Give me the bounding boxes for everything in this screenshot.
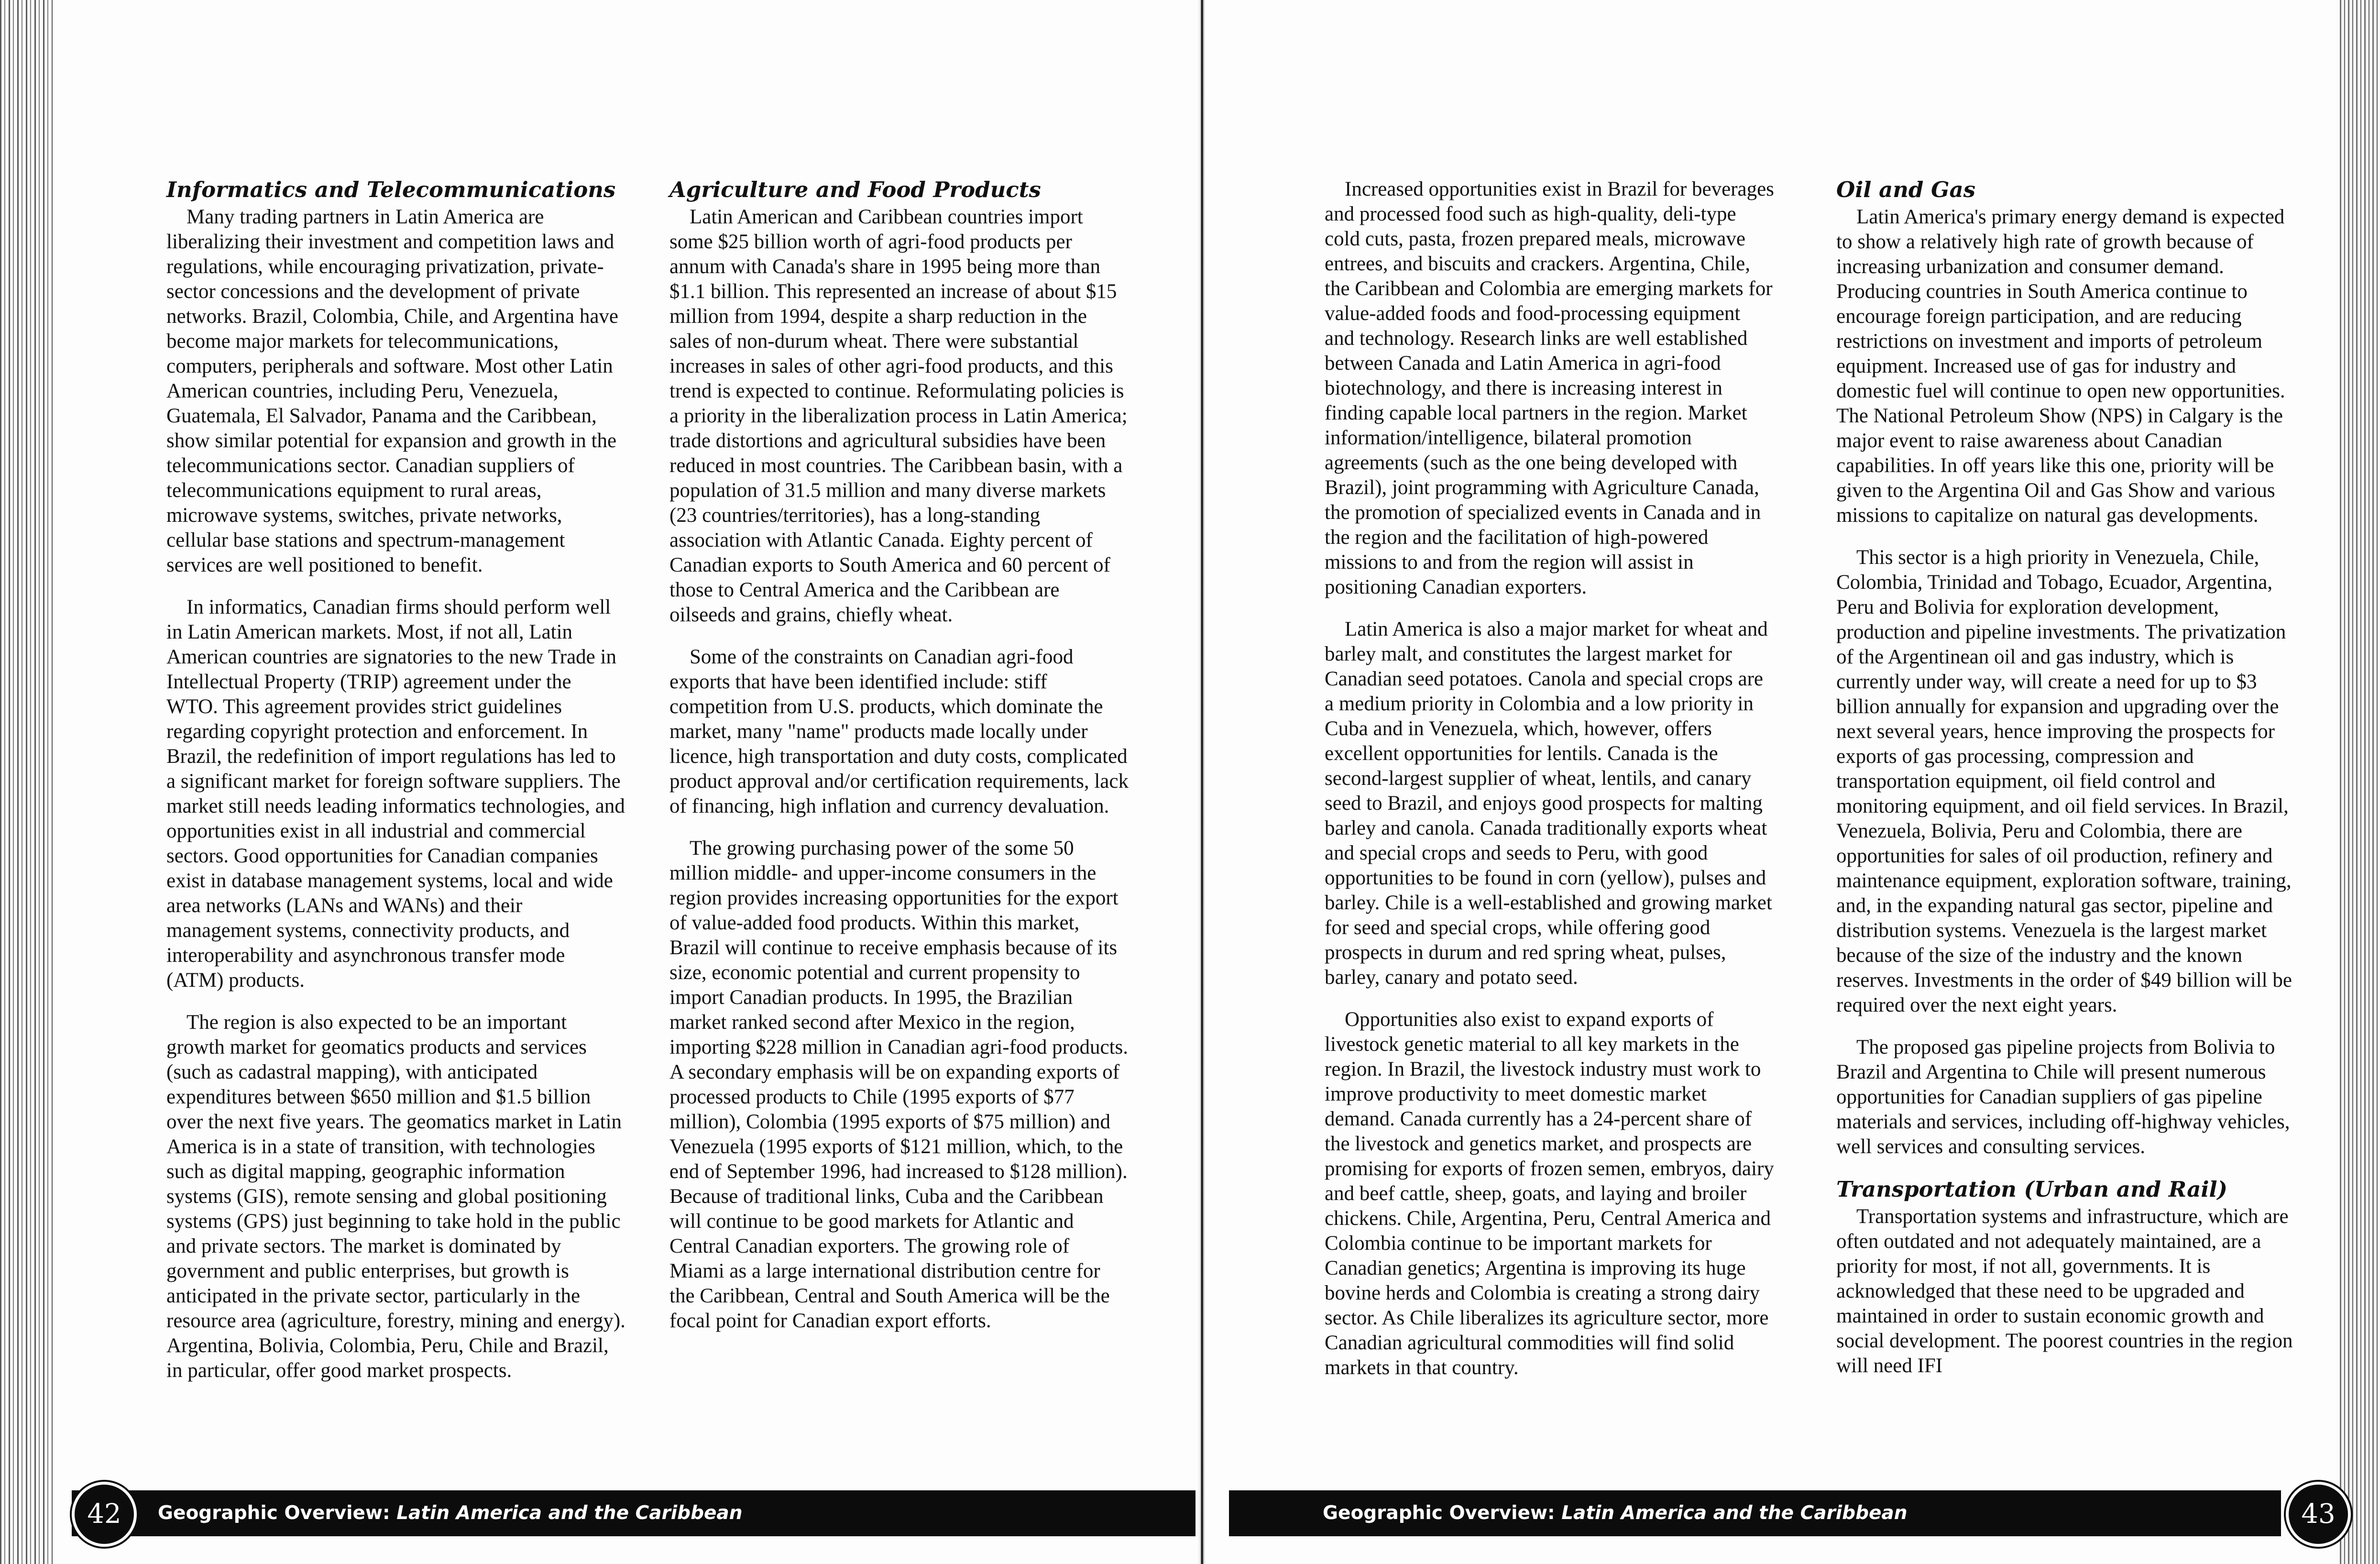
left-page-column-2 — [669, 177, 1129, 1351]
footer-section: Latin America and the Caribbean — [1561, 1502, 1908, 1524]
paragraph: The proposed gas pipeline projects from Bolivia to Brazil and Argentina to Chile will present numerous opportunities for Canadian suppliers of gas pipeline materials and services, including off-highway vehicles, well services and consulting services. — [1836, 1036, 2290, 1158]
footer-title — [158, 1490, 743, 1536]
right-page-column-2 — [1836, 177, 2300, 1396]
paragraph: This sector is a high priority in Venezuela, Chile, Colombia, Trinidad and Tobago, Ecuador, Argentina, Peru and Bolivia for exploration development, production and pipeline investments. The privatization of the Argentinean oil and gas industry, which is currently under way, will create a need for up to $3 billion annually for expansion and upgrading over the next several years, hence improving the prospects for exports of gas processing, compression and transportation equipment, oil field control and monitoring equipment, and oil field services. In Brazil, Venezuela, Bolivia, Peru and Colombia, there are opportunities for sales of oil production, refinery and maintenance equipment, exploration software, training, and, in the expanding natural gas sector, pipeline and distribution systems. Venezuela is the largest market because of the size of the industry and the known reserves. Investments in the order of $49 billion will be required over the next eight years. — [1836, 546, 2292, 1016]
section-heading-informatics: Informatics and Telecommunications — [166, 177, 616, 202]
footer-prefix: Geographic Overview: — [1323, 1502, 1562, 1524]
section-heading-agriculture: Agriculture and Food Products — [669, 177, 1041, 202]
footer-title — [1323, 1490, 1908, 1536]
right-page-column-1 — [1325, 177, 1774, 1398]
paragraph: In informatics, Canadian firms should perform well in Latin American markets. Most, if not all, Latin American countries are signatories to the new Trade in Intellectual Property (TRIP) agreement under the WTO. This agreement provides strict guidelines regarding copyright protection and enforcement. In Brazil, the redefinition of import regulations has led to a significant market for foreign software suppliers. The market still needs leading informatics technologies, and opportunities exist in all industrial and commercial sectors. Good opportunities for Canadian companies exist in database management systems, local and wide area networks (LANs and WANs) and their management systems, connectivity products, and interoperability and asynchronous transfer mode (ATM) products. — [166, 596, 625, 991]
right-page — [1205, 0, 2380, 1564]
page-footer-bar — [1229, 1490, 2281, 1536]
page-footer-bar — [72, 1490, 1195, 1536]
paragraph: Some of the constraints on Canadian agri-food exports that have been identified include: stiff competition from U.S. products, which dominate the market, many "name" products made locally under licence, high transportation and duty costs, complicated product approval and/or certification requirements, lack of financing, high inflation and currency devaluation. — [669, 646, 1129, 817]
page-edge-scan-artifact — [2337, 0, 2380, 1564]
paragraph: Opportunities also exist to expand exports of livestock genetic material to all key markets in the region. In Brazil, the livestock industry must work to improve productivity to meet domestic market demand. Canada currently has a 24-percent share of the livestock and genetics market, and prospects are promising for exports of frozen semen, embryos, dairy and beef cattle, sheep, goats, and laying and broiler chickens. Chile, Argentina, Peru, Central America and Colombia continue to be important markets for Canadian genetics; Argentina is improving its huge bovine herds and Colombia is creating a strong dairy sector. As Chile liberalizes its agriculture sector, more Canadian agricultural commodities will find solid markets in that country. — [1325, 1008, 1774, 1379]
section-heading-transportation: Transportation (Urban and Rail) — [1836, 1177, 2227, 1202]
page-edge-scan-artifact — [0, 0, 53, 1564]
footer-section: Latin America and the Caribbean — [396, 1502, 743, 1524]
paragraph: The growing purchasing power of the some 50 million middle- and upper-income consumers in the region provides increasing opportunities for the export of value-added food products. Within this market, Brazil will continue to receive emphasis because of its size, economic potential and current propensity to import Canadian products. In 1995, the Brazilian market ranked second after Mexico in the region, importing $228 million in Canadian agri-food products. A secondary emphasis will be on expanding exports of processed products to Chile (1995 exports of $77 million), Colombia (1995 exports of $75 million) and Venezuela (1995 exports of $121 million, which, to the end of September 1996, had increased to $128 million). Because of traditional links, Cuba and the Caribbean will continue to be good markets for Atlantic and Central Canadian exporters. The growing role of Miami as a large international distribution centre for the Caribbean, Central and South America will be the focal point for Canadian export efforts. — [669, 837, 1128, 1332]
footer-prefix: Geographic Overview: — [158, 1502, 397, 1524]
paragraph: Latin America is also a major market for wheat and barley malt, and constitutes the largest market for Canadian seed potatoes. Canola and special crops are a medium priority in Colombia and a low priority in Cuba and in Venezuela, which, however, offers excellent opportunities for lentils. Canada is the second-largest supplier of wheat, lentils, and canary seed to Brazil, and enjoys good prospects for malting barley and canola. Canada traditionally exports wheat and special crops and seeds to Peru, with good opportunities to be found in corn (yellow), pulses and barley. Chile is a well-established and growing market for seed and special crops, while offering good prospects in durum and red spring wheat, pulses, barley, canary and potato seed. — [1325, 618, 1772, 989]
page-number-badge: 42 — [72, 1482, 137, 1547]
page-number-badge: 43 — [2286, 1482, 2351, 1547]
paragraph: Latin America's primary energy demand is expected to show a relatively high rate of growth because of increasing urbanization and consumer demand. Producing countries in South America continue to encourage foreign participation, and are reducing restrictions on investment and imports of petroleum equipment. Increased use of gas for industry and domestic fuel will continue to open new opportunities. The National Petroleum Show (NPS) in Calgary is the major event to raise awareness about Canadian capabilities. In off years like this one, priority will be given to the Argentina Oil and Gas Show and various missions to capitalize on natural gas developments. — [1836, 206, 2285, 527]
paragraph: Latin American and Caribbean countries import some $25 billion worth of agri-food products per annum with Canada's share in 1995 being more than $1.1 billion. This represented an increase of about $15 million from 1994, despite a sharp reduction in the sales of non-durum wheat. There were substantial increases in sales of other agri-food products, and this trend is expected to continue. Reformulating policies is a priority in the liberalization process in Latin America; trade distortions and agricultural subsidies have been reduced in most countries. The Caribbean basin, with a population of 31.5 million and many diverse markets (23 countries/territories), has a long-standing association with Atlantic Canada. Eighty percent of Canadian exports to South America and 60 percent of those to Central America and the Caribbean are oilseeds and grains, chiefly wheat. — [669, 206, 1128, 626]
left-page-column-1 — [166, 177, 625, 1400]
paragraph: Increased opportunities exist in Brazil for beverages and processed food such as high-quality, deli-type cold cuts, pasta, frozen prepared meals, microwave entrees, and biscuits and crackers. Argentina, Chile, the Caribbean and Colombia are emerging markets for value-added foods and food-processing equipment and technology. Research links are well established between Canada and Latin America in agri-food biotechnology, and there is increasing interest in finding capable local partners in the region. Market information/intelligence, bilateral promotion agreements (such as the one being developed with Brazil), joint programming with Agriculture Canada, the promotion of specialized events in Canada and in the region and the facilitation of high-powered missions to and from the region will assist in positioning Canadian exporters. — [1325, 178, 1774, 598]
section-heading-oil-gas: Oil and Gas — [1836, 177, 1975, 202]
paragraph: The region is also expected to be an important growth market for geomatics products and services (such as cadastral mapping), with anticipated expenditures between $650 million and $1.5 billion over the next five years. The geomatics market in Latin America is in a state of transition, with technologies such as digital mapping, geographic information systems (GIS), remote sensing and global positioning systems (GPS) just beginning to take hold in the public and private sectors. The market is dominated by government and public enterprises, but growth is anticipated in the private sector, particularly in the resource area (agriculture, forestry, mining and energy). Argentina, Bolivia, Colombia, Peru, Chile and Brazil, in particular, offer good market prospects. — [166, 1011, 625, 1382]
paragraph: Many trading partners in Latin America are liberalizing their investment and competition laws and regulations, while encouraging privatization, private-sector concessions and the development of private networks. Brazil, Colombia, Chile, and Argentina have become major markets for telecommunications, computers, peripherals and software. Most other Latin American countries, including Peru, Venezuela, Guatemala, El Salvador, Panama and the Caribbean, show similar potential for expansion and growth in the telecommunications sector. Canadian suppliers of telecommunications equipment to rural areas, microwave systems, switches, private networks, cellular base stations and spectrum-management services are well positioned to benefit. — [166, 206, 619, 576]
paragraph: Transportation systems and infrastructure, which are often outdated and not adequately maintained, are a priority for most, if not all, governments. It is acknowledged that these need to be upgraded and maintained in order to sustain economic growth and social development. The poorest countries in the region will need IFI — [1836, 1205, 2293, 1377]
